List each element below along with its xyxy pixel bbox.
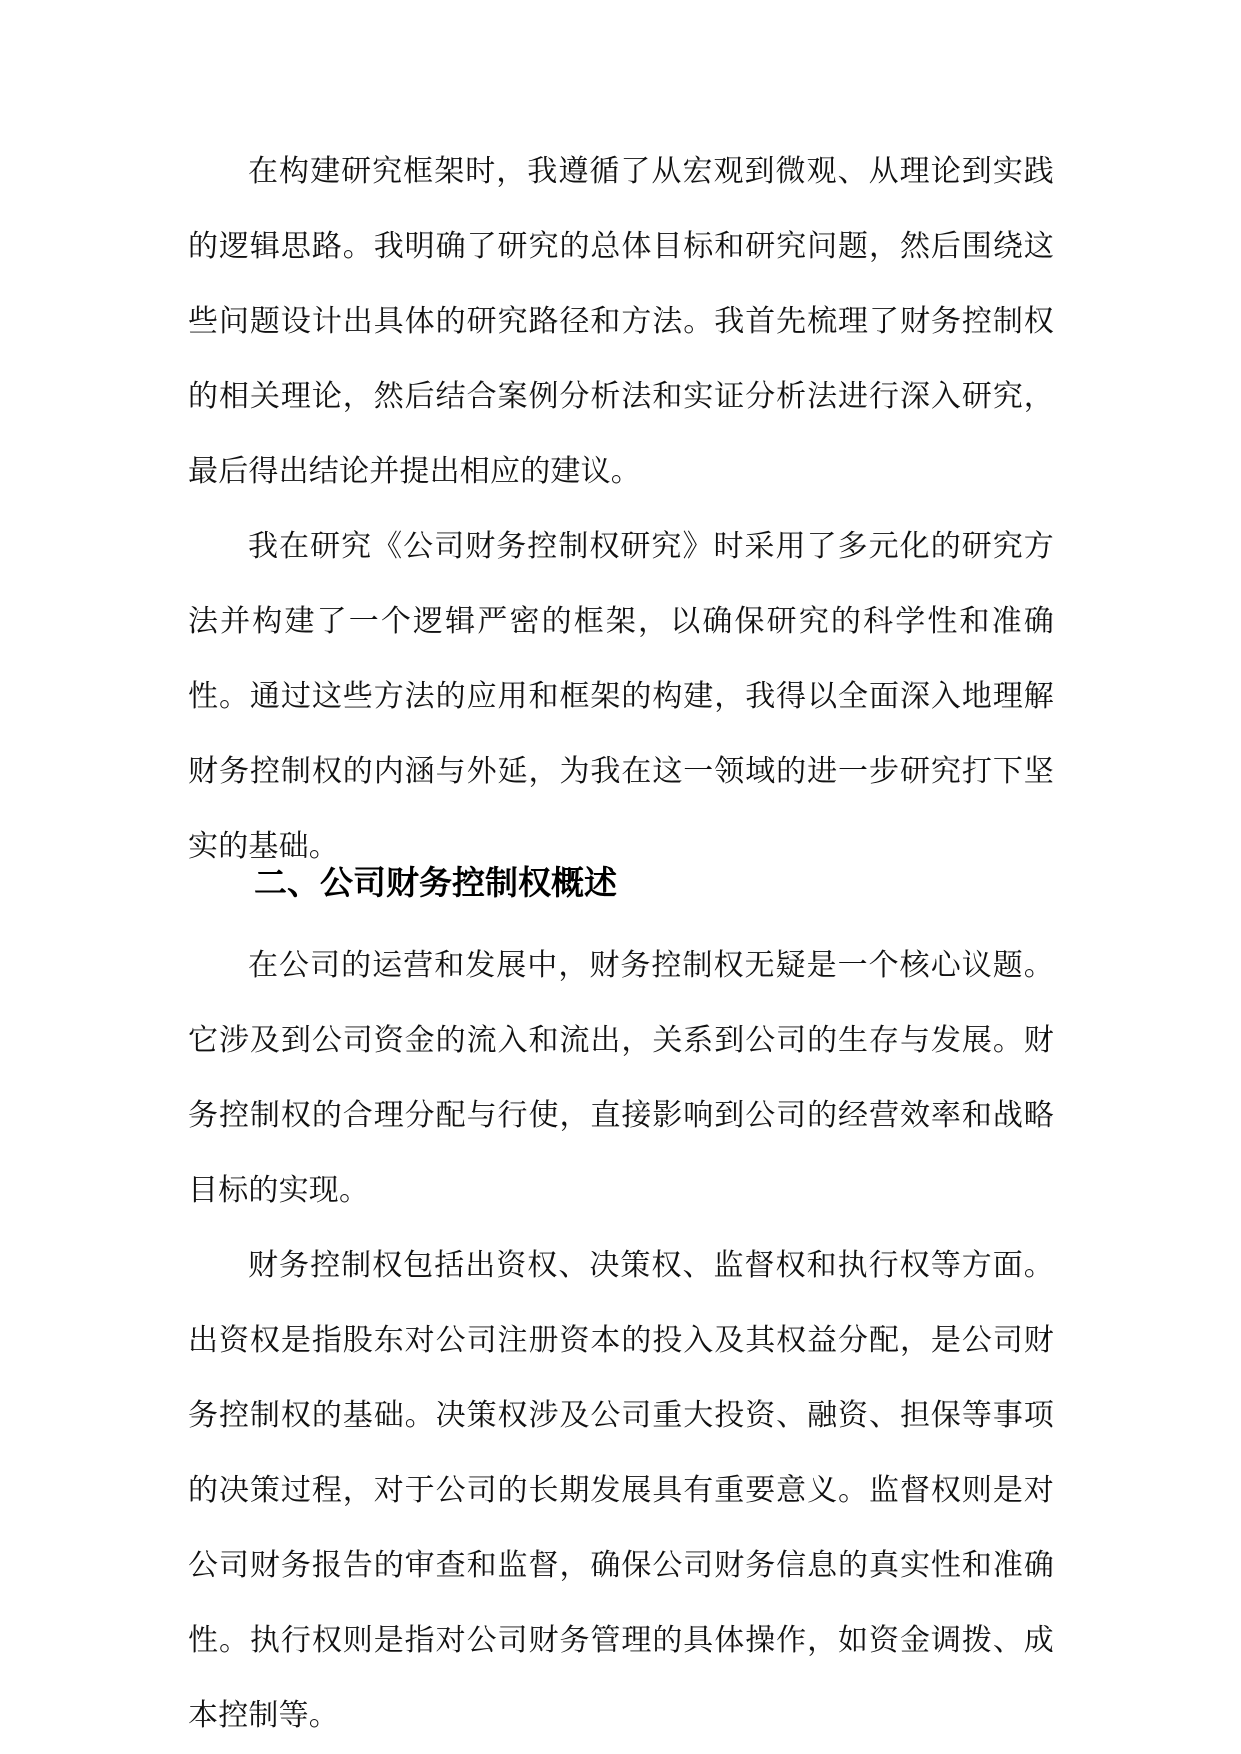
paragraph-control-overview: 在公司的运营和发展中，财务控制权无疑是一个核心议题。它涉及到公司资金的流入和流出，关系到公司的生存与发展。财务控制权的合理分配与行使，直接影响到公司的经营效率和战略目标的实现。 <box>188 948 1054 1208</box>
body-block-top <box>188 134 1054 884</box>
section-heading: 二、公司财务控制权概述 <box>254 863 617 902</box>
body-block-bottom <box>188 928 1054 1753</box>
paragraph-control-components: 财务控制权包括出资权、决策权、监督权和执行权等方面。出资权是指股东对公司注册资本的投入及其权益分配，是公司财务控制权的基础。决策权涉及公司重大投资、融资、担保等事项的决策过程，对于公司的长期发展具有重要意义。监督权则是对公司财务报告的审查和监督，确保公司财务信息的真实性和准确性。执行权则是指对公司财务管理的具体操作，如资金调拨、成本控制等。 <box>188 1248 1054 1733</box>
paragraph-research-methods: 我在研究《公司财务控制权研究》时采用了多元化的研究方法并构建了一个逻辑严密的框架，以确保研究的科学性和准确性。通过这些方法的应用和框架的构建，我得以全面深入地理解财务控制权的内涵与外延，为我在这一领域的进一步研究打下坚实的基础。 <box>188 529 1054 864</box>
paragraph-research-framework: 在构建研究框架时，我遵循了从宏观到微观、从理论到实践的逻辑思路。我明确了研究的总体目标和研究问题，然后围绕这些问题设计出具体的研究路径和方法。我首先梳理了财务控制权的相关理论，然后结合案例分析法和实证分析法进行深入研究，最后得出结论并提出相应的建议。 <box>188 154 1054 489</box>
